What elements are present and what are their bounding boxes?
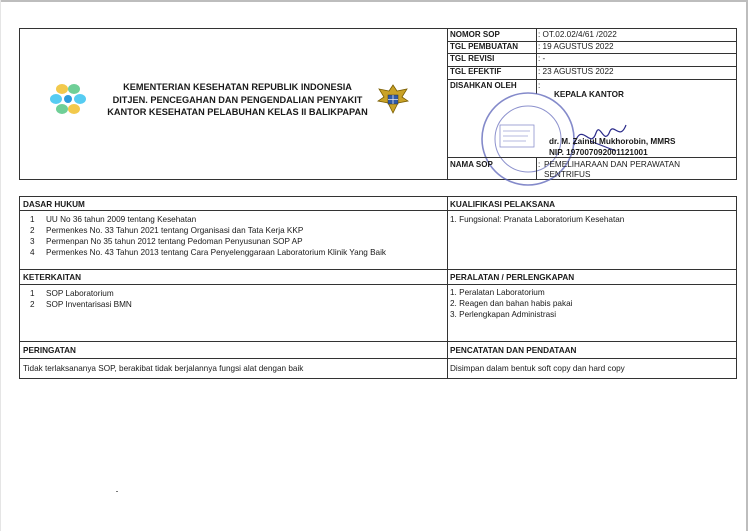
column-divider — [536, 158, 537, 180]
row-divider — [20, 358, 736, 359]
meta-label: NOMOR SOP — [450, 30, 500, 39]
pencatatan-text: Disimpan dalam bentuk soft copy dan hard copy — [450, 364, 625, 373]
garuda-emblem-icon — [376, 83, 410, 115]
ministry-of-health-logo-icon — [48, 81, 88, 117]
column-divider — [447, 197, 448, 378]
row-divider — [20, 269, 736, 270]
keterkaitan-list — [30, 288, 440, 310]
item-number: 2 — [30, 300, 35, 309]
meta-value: : - — [538, 54, 546, 63]
section-title-kualifikasi: KUALIFIKASI PELAKSANA — [450, 200, 556, 209]
list-item: 3. Perlengkapan Administrasi — [450, 310, 557, 319]
meta-row-nama-sop — [448, 157, 736, 180]
meta-value: : OT.02.02/4/61 /2022 — [538, 30, 617, 39]
section-title-dasar-hukum: DASAR HUKUM — [23, 200, 85, 209]
list-item — [30, 247, 440, 258]
list-item — [30, 236, 440, 247]
sop-header — [19, 28, 737, 180]
institution-title — [95, 81, 380, 119]
item-number: 1 — [30, 289, 35, 298]
scan-speck — [116, 491, 118, 492]
row-divider — [20, 284, 736, 285]
meta-colon: : — [538, 160, 541, 169]
approver-name: dr. M. Zainul Mukhorobin, MMRS — [549, 137, 676, 146]
page-edge — [0, 0, 1, 531]
meta-label: TGL REVISI — [450, 54, 495, 63]
meta-value: : 23 AGUSTUS 2022 — [538, 67, 614, 76]
section-title-pencatatan: PENCATATAN DAN PENDATAAN — [450, 346, 577, 355]
section-title-peralatan: PERALATAN / PERLENGKAPAN — [450, 273, 575, 282]
meta-label: TGL PEMBUATAN — [450, 42, 518, 51]
kualifikasi-item: 1. Fungsional: Pranata Laboratorium Kesehatan — [450, 215, 625, 224]
meta-label: NAMA SOP — [450, 160, 493, 169]
list-item — [30, 225, 440, 236]
approver-title: KEPALA KANTOR — [554, 90, 624, 99]
list-item — [30, 299, 440, 310]
meta-row-efektif — [448, 66, 736, 80]
meta-value: : — [538, 81, 541, 90]
title-line: KANTOR KESEHATAN PELABUHAN KELAS II BALIKPAPAN — [107, 107, 368, 117]
title-line: KEMENTERIAN KESEHATAN REPUBLIK INDONESIA — [123, 82, 352, 92]
meta-label: DISAHKAN OLEH — [450, 81, 517, 90]
item-text: Permenkes No. 43 Tahun 2013 tentang Cara Penyelenggaraan Laboratorium Klinik Yang Baik — [46, 248, 387, 257]
section-title-keterkaitan: KETERKAITAN — [23, 273, 82, 282]
dasar-hukum-list — [30, 214, 440, 258]
title-line: DITJEN. PENCEGAHAN DAN PENGENDALIAN PENYAKIT — [112, 94, 363, 105]
item-number: 1 — [30, 215, 35, 224]
institution-block — [20, 29, 448, 179]
page-edge — [0, 0, 748, 2]
sop-metadata — [448, 29, 736, 179]
meta-row-revisi — [448, 53, 736, 67]
meta-value: : 19 AGUSTUS 2022 — [538, 42, 614, 51]
sop-name: PEMELIHARAAN DAN PERAWATAN SENTRIFUS — [544, 160, 681, 179]
item-text: Permenpan No 35 tahun 2012 tentang Pedoman Penyusunan SOP AP — [46, 237, 303, 246]
item-number: 4 — [30, 248, 35, 257]
item-number: 2 — [30, 226, 35, 235]
list-item: 1. Peralatan Laboratorium — [450, 288, 545, 297]
item-text: SOP Inventarisasi BMN — [46, 300, 132, 309]
sop-detail-table — [19, 196, 737, 379]
item-text: Permenkes No. 33 Tahun 2021 tentang Organisasi dan Tata Kerja KKP — [46, 226, 304, 235]
item-number: 3 — [30, 237, 35, 246]
row-divider — [20, 341, 736, 342]
section-title-peringatan: PERINGATAN — [23, 346, 76, 355]
list-item — [30, 288, 440, 299]
peringatan-text: Tidak terlaksananya SOP, berakibat tidak berjalannya fungsi alat dengan baik — [23, 364, 304, 373]
item-text: SOP Laboratorium — [46, 289, 114, 298]
peralatan-list — [450, 287, 572, 320]
list-item: 2. Reagen dan bahan habis pakai — [450, 299, 573, 308]
approver-nip: NIP. 197007092001121001 — [549, 148, 648, 157]
row-divider — [20, 210, 736, 211]
meta-label: TGL EFEKTIF — [450, 67, 502, 76]
item-text: UU No 36 tahun 2009 tentang Kesehatan — [46, 215, 197, 224]
list-item — [30, 214, 440, 225]
